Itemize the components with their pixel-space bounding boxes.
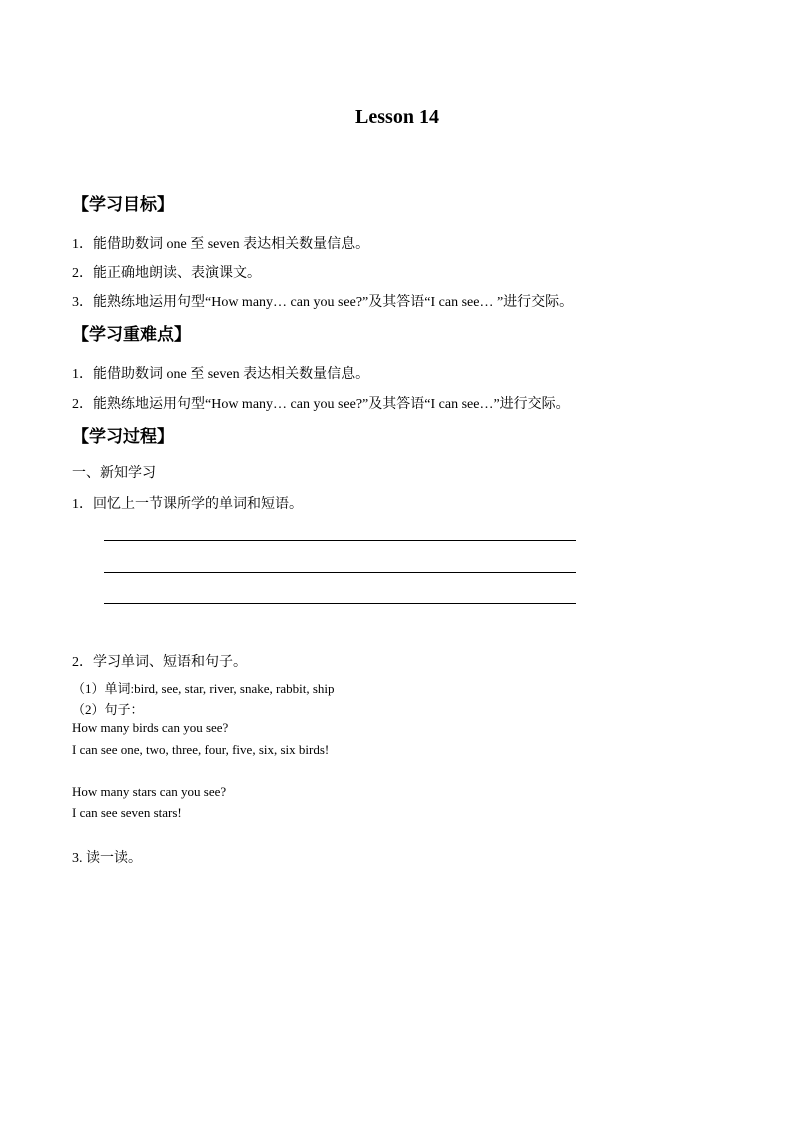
goals-heading: 【学习目标】: [72, 195, 174, 214]
part-one-label: 一、新知学习: [72, 466, 156, 481]
key-points-heading: 【学习重难点】: [72, 325, 191, 344]
sentence-1: How many birds can you see?: [72, 720, 229, 735]
step-three: 3. 读一读。: [72, 851, 142, 866]
step-two: 2．学习单词、短语和句子。: [72, 655, 247, 670]
process-heading: 【学习过程】: [72, 427, 174, 446]
sentence-2: I can see one, two, three, four, five, six, six birds!: [72, 742, 330, 757]
answer-line: [104, 540, 576, 541]
goal-item-2: 2．能正确地朗读、表演课文。: [72, 266, 261, 281]
sentence-4: I can see seven stars!: [72, 805, 182, 820]
sentences-label: （2）句子：: [72, 702, 144, 717]
step-one: 1．回忆上一节课所学的单词和短语。: [72, 497, 303, 512]
key-point-item-1: 1．能借助数词 one 至 seven 表达相关数量信息。: [72, 367, 370, 382]
sentence-3: How many stars can you see?: [72, 784, 227, 799]
goal-item-3: 3．能熟练地运用句型“How many… can you see?”及其答语“I can see… ”进行交际。: [72, 295, 574, 310]
words-line: （1）单词:bird, see, star, river, snake, rabbit, ship: [72, 681, 335, 696]
answer-line: [104, 572, 576, 573]
page-title: Lesson 14: [355, 106, 439, 128]
goal-item-1: 1．能借助数词 one 至 seven 表达相关数量信息。: [72, 237, 370, 252]
key-point-item-2: 2．能熟练地运用句型“How many… can you see?”及其答语“I can see…”进行交际。: [72, 397, 570, 412]
answer-line: [104, 603, 576, 604]
